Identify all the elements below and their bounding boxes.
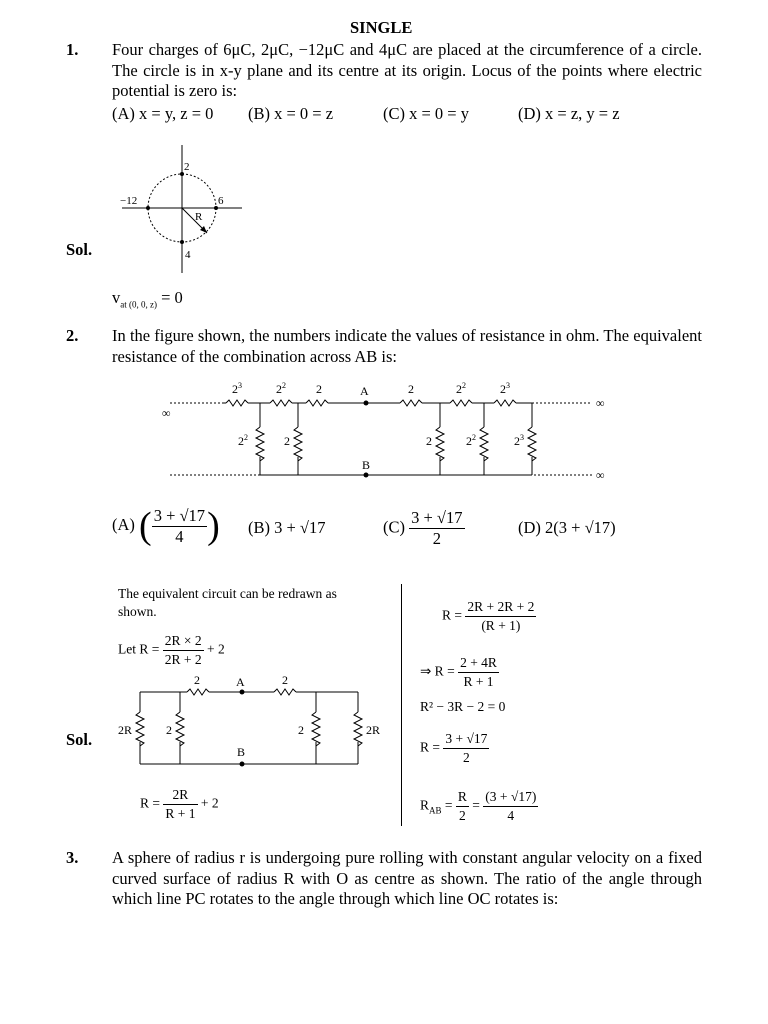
q2-ladder-network-figure (160, 375, 620, 485)
q1-option-a: (A) x = y, z = 0 (112, 104, 214, 123)
q1-sol-sub: at (0, 0, z) (120, 299, 157, 310)
svg-text:22: $2^2$ (276, 381, 286, 396)
question-2-text: In the figure shown, the numbers indicate the values of resistance in ohm. The equivalent resistance of the combination across AB is: (112, 326, 702, 366)
q2-sol-eq1: R = $\frac{2R + 2R + 2}{(R + 1)}$ (442, 599, 535, 633)
q1-label-top: 2 (184, 161, 190, 173)
svg-text:22: $2^2$ (238, 433, 248, 448)
q1-option-b: (B) x = 0 = z (248, 104, 334, 123)
q2-inf-right-bottom: ∞ (596, 468, 605, 482)
q1-label-bottom: 4 (185, 249, 191, 261)
svg-text:2: 2 (166, 723, 172, 737)
q2-inf-right-top: ∞ (596, 396, 605, 410)
svg-text:2: 2 (426, 434, 432, 448)
svg-text:2: 2 (408, 382, 414, 396)
svg-text:B: B (237, 745, 246, 759)
svg-text:23: $2^3$ (514, 433, 524, 448)
svg-text:23: $2^3$ (500, 381, 510, 396)
q2-sol-circuit-figure (112, 672, 402, 772)
q2-sol-eq5: $R_{AB}$ = $\frac{R}{2}$ = $\frac{(3 + √17)}{4}$ (420, 789, 537, 823)
section-title: SINGLE (350, 18, 413, 37)
q2-sol-eq2: ⇒ R = $\frac{2 + 4R}{R + 1}$ (420, 655, 497, 689)
q1-solution (112, 288, 183, 314)
svg-text:2R: 2R (366, 723, 381, 737)
q2-option-a: (A) ( $\frac{3 + √17}{4}$ ) (112, 505, 220, 547)
q1-label-radius: R (195, 211, 203, 223)
q1-sol-eq: = 0 (161, 288, 183, 307)
question-2-number: 2. (66, 326, 79, 345)
q2-inf-left: ∞ (162, 406, 171, 420)
q2-option-d: (D) 2(3 + √17) (518, 518, 616, 537)
svg-text:22: $2^2$ (456, 381, 466, 396)
svg-text:22: $2^2$ (466, 433, 476, 448)
q1-option-d: (D) x = z, y = z (518, 104, 620, 123)
q2-sol-label: Sol. (66, 730, 93, 749)
svg-text:2: 2 (194, 673, 200, 687)
q2-option-b: (B) 3 + √17 (248, 518, 326, 537)
q1-label-right: 6 (218, 195, 224, 207)
question-3-text: A sphere of radius r is undergoing pure rolling with constant angular velocity on a fixed curved surface of radius R with O as centre as shown. The ratio of the angle through which line PC rotates to the angle through which line OC rotates is: (112, 848, 702, 908)
q2-option-c: (C) $\frac{3 + √17}{2}$ (383, 508, 463, 548)
q2-sol-eq4: R = $\frac{3 + √17}{2}$ (420, 731, 488, 765)
svg-text:A: A (236, 675, 245, 689)
q2-sol-bottom-eq: R = $\frac{2R}{R + 1}$ + 2 (140, 787, 219, 821)
q2-point-b: B (362, 458, 371, 472)
svg-text:2R: 2R (118, 723, 133, 737)
q2-sol-line2: shown. (118, 604, 157, 619)
q2-sol-eq3: R² − 3R − 2 = 0 (420, 699, 506, 714)
svg-text:2: 2 (282, 673, 288, 687)
svg-text:2: 2 (316, 382, 322, 396)
q1-sol-v: v (112, 288, 121, 307)
q1-option-c: (C) x = 0 = y (383, 104, 469, 123)
question-3-number: 3. (66, 848, 79, 867)
q1-sol-label: Sol. (66, 240, 93, 259)
svg-text:2: 2 (298, 723, 304, 737)
question-1-text: Four charges of 6μC, 2μC, −12μC and 4μC are placed at the circumference of a circle. The circle is in x-y plane and its centre at its origin. Locus of the points where electric potential is zero is: (112, 40, 702, 100)
q1-charge-circle-figure (112, 140, 252, 275)
q2-sol-let: Let R = $\frac{2R \times 2}{2R + 2}$ + 2 (118, 633, 225, 667)
q1-label-left: −12 (120, 195, 138, 207)
svg-text:2: 2 (284, 434, 290, 448)
question-1-number: 1. (66, 40, 79, 59)
svg-text:23: $2^3$ (232, 381, 242, 396)
q2-point-a: A (360, 384, 369, 398)
q2-sol-line1: The equivalent circuit can be redrawn as (118, 586, 337, 601)
